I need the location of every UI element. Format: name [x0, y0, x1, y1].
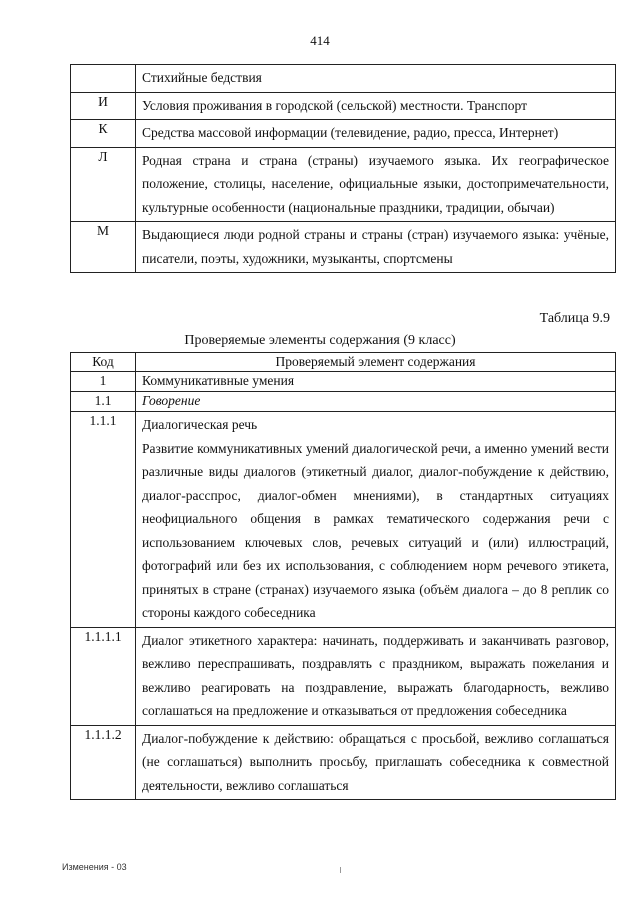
row-code: 1.1.1.1 [71, 627, 136, 725]
row-body: Развитие коммуникативных умений диалогической речи, а именно умений вести различные виды диалогов (этикетный диалог, диалог-побуждение к действию, диалог-расспрос, диалог-обмен мнениями), в стандартных ситуациях неофициального общения в рамках тематического содержания речи с использованием ключевых слов, речевых ситуаций и (или) иллюстраций, фотографий или без их использования, с соблюдением норм речевого этикета, принятых в стране (странах) изучаемого языка (объём диалога – до 8 реплик со стороны каждого собеседника [142, 440, 609, 620]
row-title: Говорение [136, 392, 616, 412]
row-content [136, 412, 616, 628]
row-code: М [71, 222, 136, 273]
table-row [71, 120, 616, 148]
table-title: Проверяемые элементы содержания (9 класс) [184, 333, 456, 348]
table-row [71, 412, 616, 628]
row-title: Коммуникативные умения [136, 372, 616, 392]
row-code: 1.1 [71, 392, 136, 412]
table-header-row [71, 353, 616, 372]
page-number: 414 [310, 33, 330, 48]
table-row [71, 147, 616, 222]
row-code: Л [71, 147, 136, 222]
header-code: Код [71, 353, 136, 372]
table-row [71, 372, 616, 392]
row-code: 1.1.1 [71, 412, 136, 628]
footer-revision: Изменения - 03 [62, 862, 127, 872]
table-row [71, 392, 616, 412]
row-body: Диалог-побуждение к действию: обращаться с просьбой, вежливо соглашаться (не соглашаться) выполнить просьбу, приглашать собеседника к совместной деятельности, вежливо соглашаться [136, 725, 616, 800]
row-code [71, 65, 136, 93]
row-text: Выдающиеся люди родной страны и страны (стран) изучаемого языка: учёные, писатели, поэты, художники, музыканты, спортсмены [136, 222, 616, 273]
row-text: Средства массовой информации (телевидение, радио, пресса, Интернет) [136, 120, 616, 148]
row-code: 1 [71, 372, 136, 392]
table-row [71, 65, 616, 93]
table-row [71, 627, 616, 725]
row-title: Диалогическая речь [142, 417, 258, 432]
row-text: Стихийные бедствия [136, 65, 616, 93]
row-body: Диалог этикетного характера: начинать, поддерживать и заканчивать разговор, вежливо переспрашивать, поздравлять с праздником, выражать пожелания и вежливо реагировать на поздравление, выражать благодарность, вежливо соглашаться на предложение и отказываться от предложения собеседника [136, 627, 616, 725]
row-code: К [71, 120, 136, 148]
topics-table [70, 64, 616, 273]
row-text: Условия проживания в городской (сельской) местности. Транспорт [136, 92, 616, 120]
scan-mark [340, 867, 341, 873]
header-element: Проверяемый элемент содержания [136, 353, 616, 372]
row-text: Родная страна и страна (страны) изучаемого языка. Их географическое положение, столицы, население, официальные языки, достопримечательности, культурные особенности (национальные праздники, традиции, обычаи) [136, 147, 616, 222]
table-row [71, 92, 616, 120]
row-code: И [71, 92, 136, 120]
row-code: 1.1.1.2 [71, 725, 136, 800]
table-label: Таблица 9.9 [539, 311, 610, 326]
table-row [71, 222, 616, 273]
table-row [71, 725, 616, 800]
content-elements-table [70, 352, 616, 800]
